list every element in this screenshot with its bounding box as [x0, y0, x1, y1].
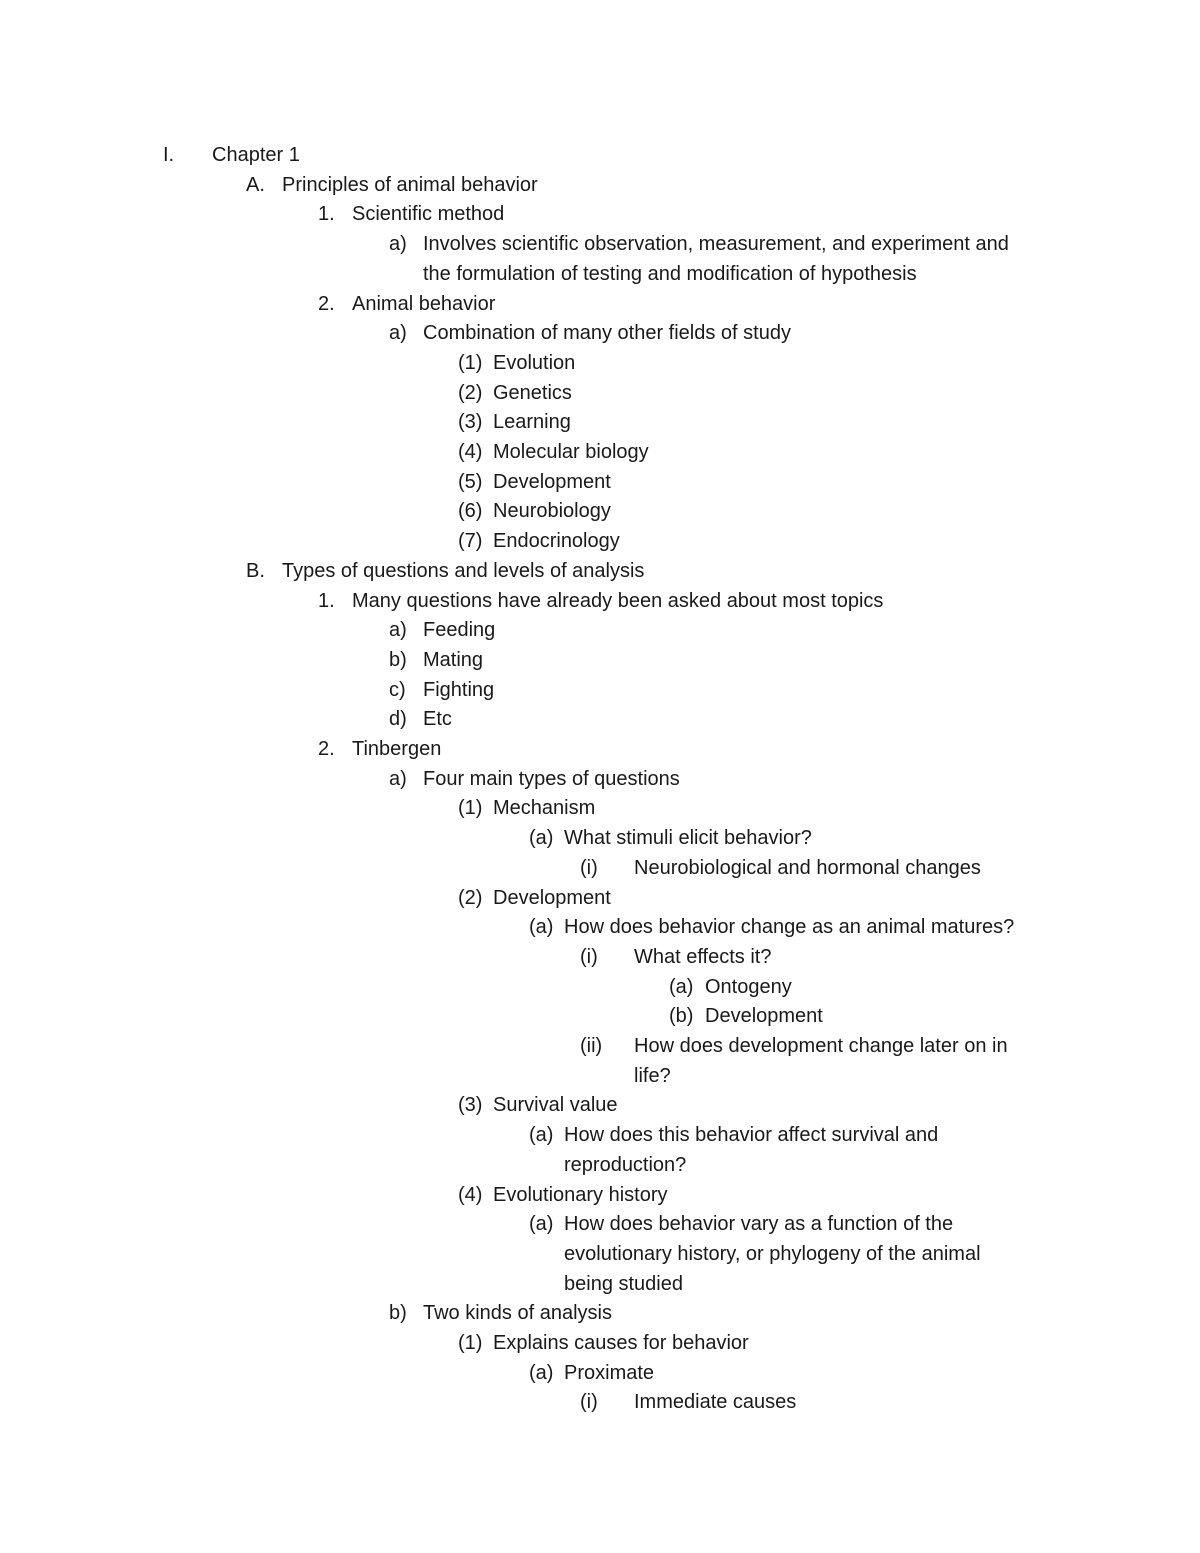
outline-text: Survival value — [493, 1094, 618, 1117]
outline-text: Involves scientific observation, measurement, and experiment and — [423, 233, 1009, 256]
outline-text: Mating — [423, 648, 484, 671]
outline-marker: (5) — [458, 470, 483, 493]
outline-text: Proximate — [564, 1361, 655, 1384]
outline-text: Scientific method — [352, 203, 505, 226]
outline-marker: (2) — [458, 381, 483, 404]
outline-marker: (3) — [458, 411, 483, 434]
outline-marker: (4) — [458, 441, 483, 463]
outline-marker: 1. — [318, 203, 335, 226]
outline-text: Molecular biology — [493, 441, 649, 463]
outline-marker: B. — [246, 559, 265, 582]
outline-text: Fighting — [423, 678, 495, 701]
outline-marker: (a) — [529, 1213, 554, 1236]
outline-text: being studied — [564, 1272, 683, 1295]
outline-text: the formulation of testing and modification of hypothesis — [423, 262, 917, 285]
outline-text: Evolutionary history — [493, 1183, 668, 1206]
outline-marker: (a) — [529, 1124, 554, 1147]
outline-marker: (a) — [529, 1361, 554, 1384]
outline-text: Four main types of questions — [423, 767, 680, 790]
outline-marker: (1) — [458, 1332, 483, 1354]
outline-text: Immediate causes — [634, 1391, 797, 1414]
outline-text: life? — [634, 1064, 671, 1087]
outline-text: Development — [705, 1005, 823, 1028]
outline-marker: (a) — [529, 916, 554, 939]
outline-marker: a) — [389, 767, 407, 790]
outline-text: What effects it? — [634, 945, 772, 968]
outline-marker: a) — [389, 322, 407, 345]
outline-marker: (i) — [580, 945, 598, 968]
outline-marker: a) — [389, 233, 407, 256]
outline-text: Principles of animal behavior — [282, 173, 538, 196]
outline-marker: I. — [163, 144, 175, 166]
outline-text: Combination of many other fields of study — [423, 322, 791, 345]
outline-text: Genetics — [493, 381, 572, 404]
outline-text: How does behavior change as an animal matures? — [564, 916, 1015, 939]
outline-text: Development — [493, 886, 611, 909]
outline-marker: a) — [389, 619, 407, 642]
outline-marker: (1) — [458, 351, 483, 374]
outline-marker: (i) — [580, 856, 598, 879]
outline-marker: (a) — [669, 975, 694, 998]
outline-text: How does behavior vary as a function of the — [564, 1213, 954, 1236]
outline-text: How does development change later on in — [634, 1035, 1008, 1057]
outline-text: How does this behavior affect survival and — [564, 1124, 939, 1147]
outline-marker: (2) — [458, 886, 483, 909]
outline-text: reproduction? — [564, 1153, 687, 1176]
outline-text: Two kinds of analysis — [423, 1302, 612, 1325]
outline-marker: (4) — [458, 1183, 483, 1206]
outline-text: Feeding — [423, 619, 496, 642]
outline-marker: (i) — [580, 1391, 598, 1414]
outline-text: Mechanism — [493, 797, 596, 820]
outline-text: What stimuli elicit behavior? — [564, 827, 812, 850]
outline-marker: (1) — [458, 797, 483, 820]
outline-text: Explains causes for behavior — [493, 1332, 749, 1354]
outline-marker: b) — [389, 1302, 407, 1325]
outline-text: evolutionary history, or phylogeny of the animal — [564, 1242, 981, 1265]
outline-text: Tinbergen — [352, 738, 442, 760]
outline-text: Many questions have already been asked about most topics — [352, 589, 884, 612]
outline-marker: (7) — [458, 530, 483, 553]
outline-marker: 2. — [318, 292, 335, 315]
outline-text: Evolution — [493, 351, 576, 374]
outline-marker: (3) — [458, 1094, 483, 1117]
outline-marker: (ii) — [580, 1035, 603, 1057]
outline-marker: 1. — [318, 589, 335, 612]
outline-text: Chapter 1 — [212, 144, 300, 166]
outline-text: Animal behavior — [352, 292, 496, 315]
outline-text: Learning — [493, 411, 571, 434]
outline-text: Ontogeny — [705, 975, 792, 998]
outline-text: Development — [493, 470, 611, 493]
outline-marker: c) — [389, 678, 406, 701]
outline-marker: A. — [246, 173, 265, 196]
outline-marker: d) — [389, 708, 407, 731]
outline-marker: (6) — [458, 500, 483, 523]
outline-marker: b) — [389, 648, 407, 671]
outline-marker: 2. — [318, 738, 335, 760]
outline-text: Endocrinology — [493, 530, 620, 553]
outline-marker: (a) — [529, 827, 554, 850]
outline-text: Etc — [423, 708, 452, 731]
outline-text: Neurobiological and hormonal changes — [634, 856, 981, 879]
outline-marker: (b) — [669, 1005, 694, 1028]
outline-text: Neurobiology — [493, 500, 611, 523]
outline-text: Types of questions and levels of analysis — [282, 559, 645, 582]
